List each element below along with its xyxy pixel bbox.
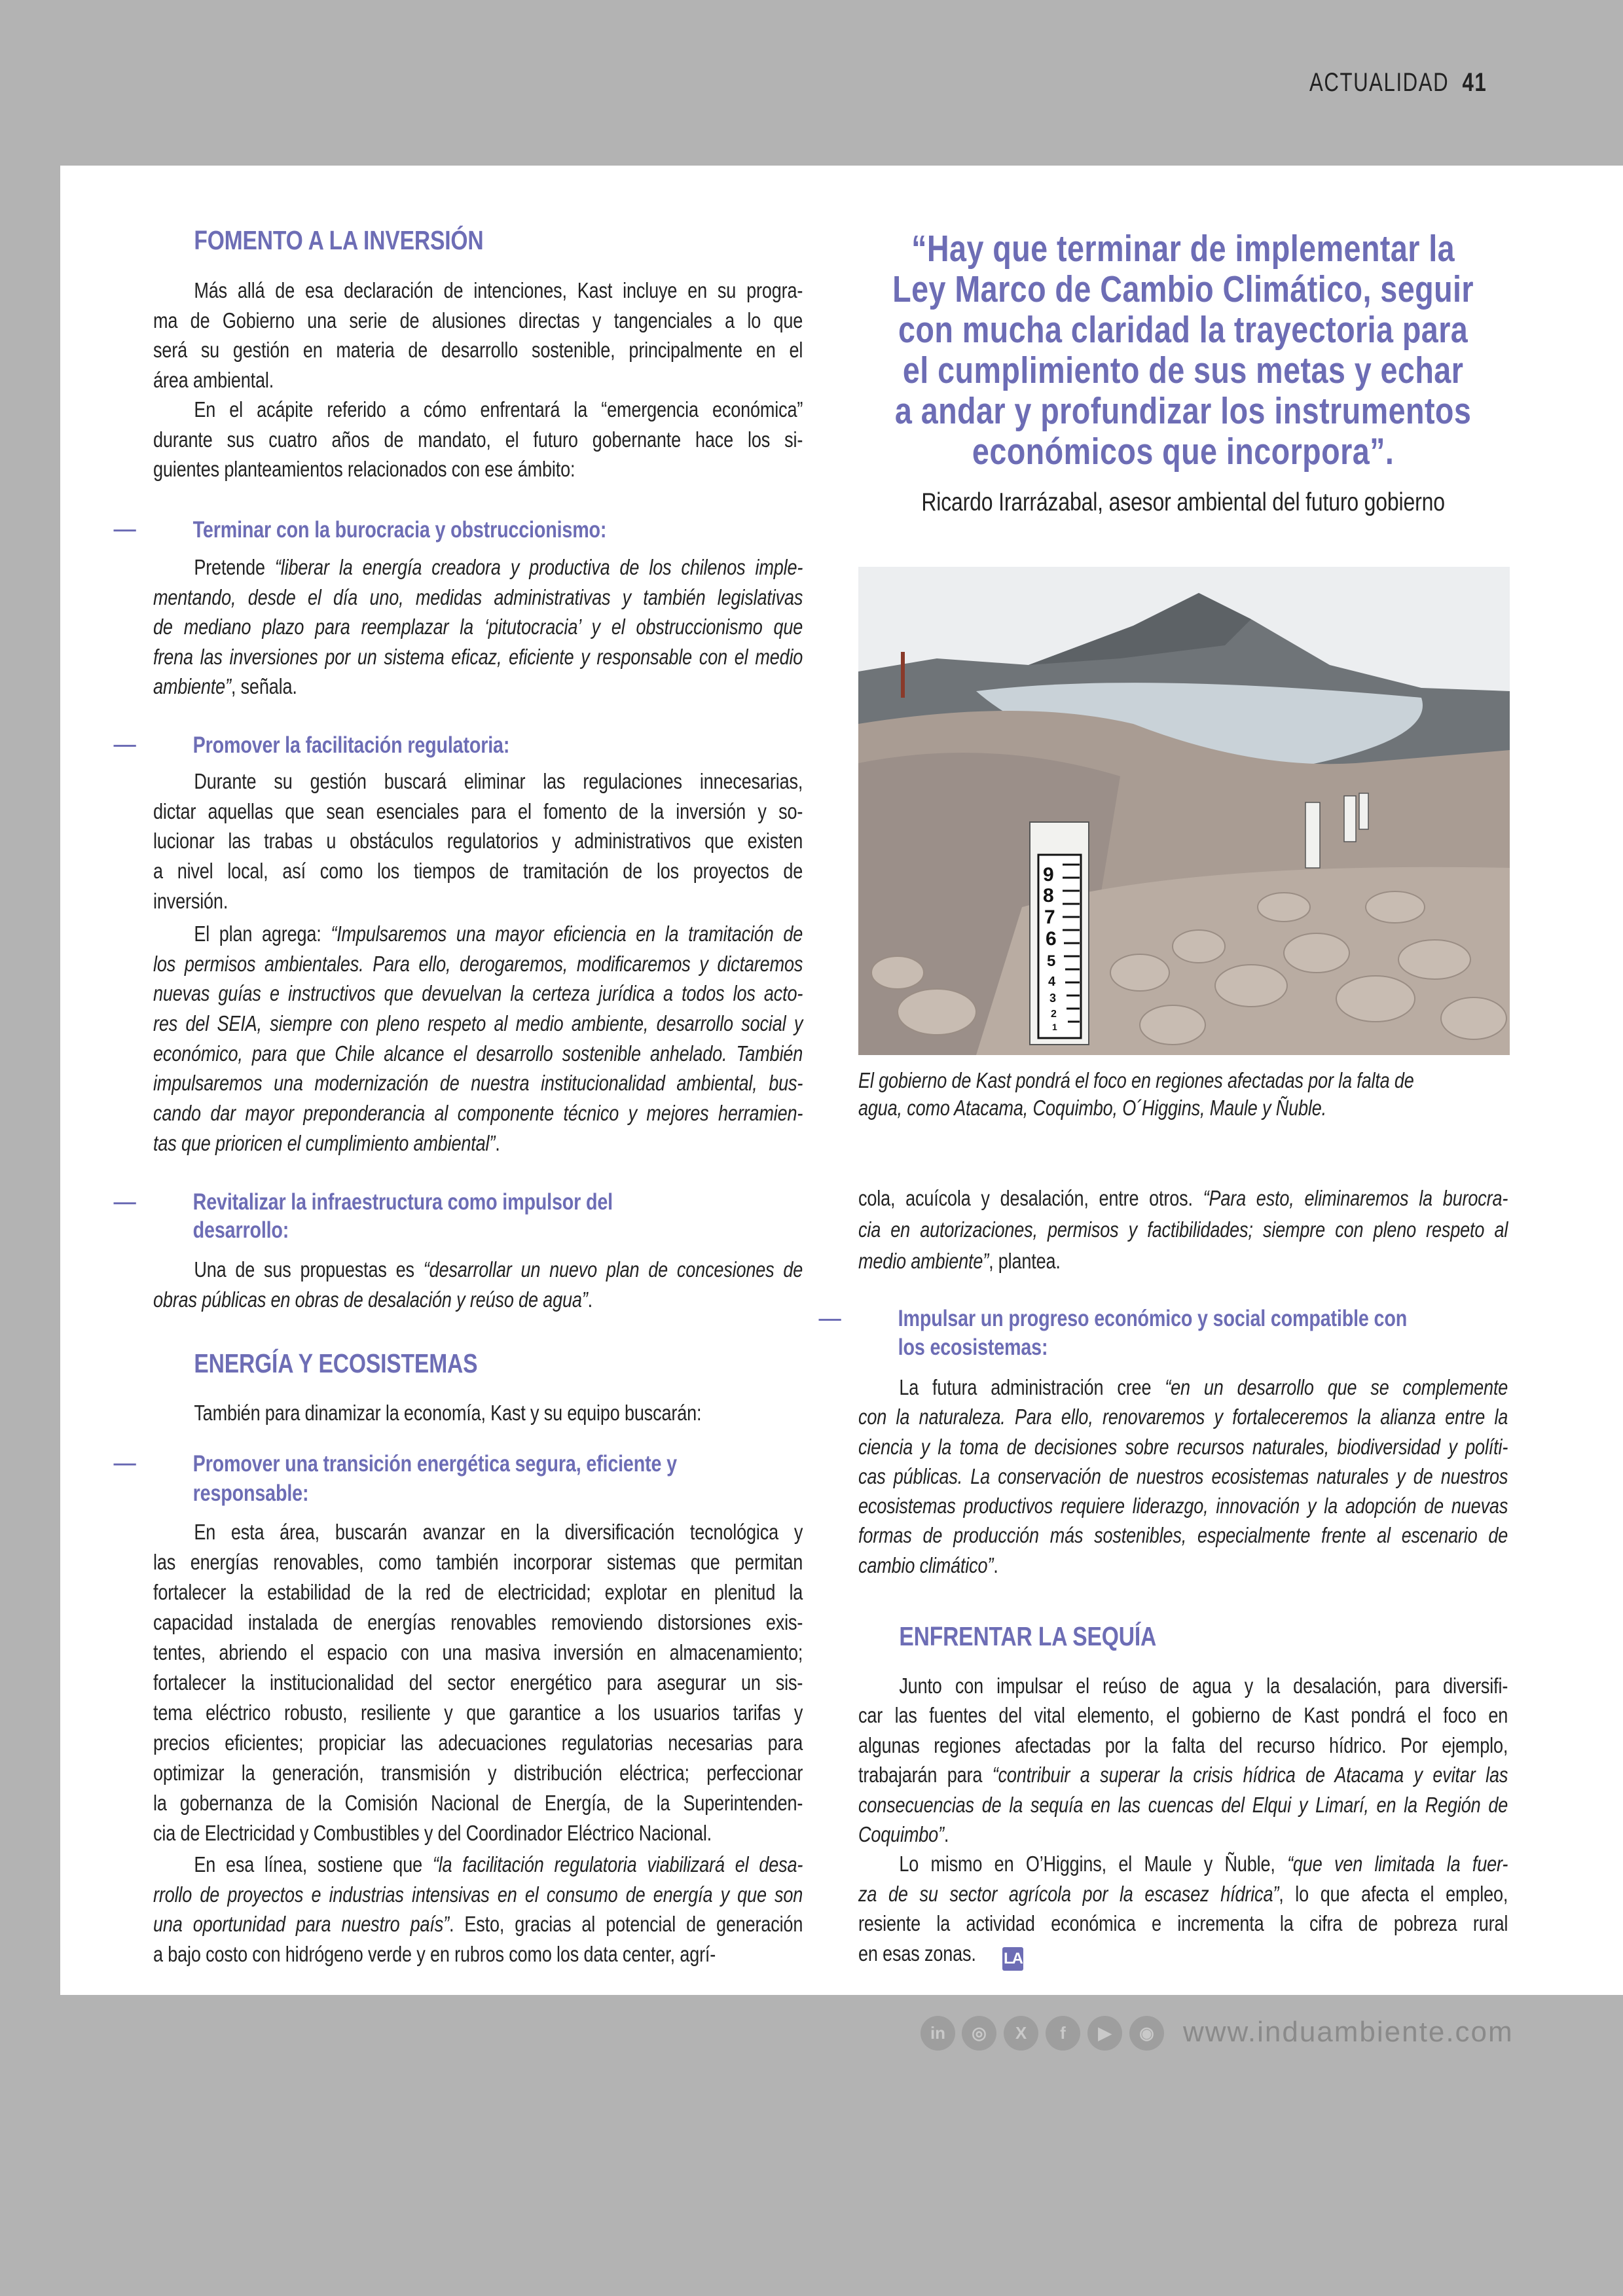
text-run: agua, como Atacama, Coquimbo, O´Higgins, Maule y Ñuble.	[858, 1096, 1326, 1120]
paragraph-line	[153, 1638, 803, 1668]
text-run: área ambiental.	[153, 367, 274, 392]
text-run: con mucha claridad la trayectoria para	[898, 309, 1468, 351]
paragraph-line	[153, 797, 803, 827]
paragraph-line	[153, 766, 803, 797]
paragraph	[858, 1372, 1508, 1580]
paragraph-line	[153, 306, 803, 336]
paragraph-line	[153, 552, 803, 583]
paragraph-line	[858, 1520, 1508, 1550]
text-run: . Esto, gracias al potencial de generación	[448, 1912, 803, 1936]
text-run: ENFRENTAR LA SEQUÍA	[899, 1621, 1157, 1651]
text-run: En esta área, buscarán avanzar en la diversificación tecnológica y	[194, 1520, 803, 1544]
text-run: lucionar las trabas u obstáculos regulatorios y administrativos que existen	[153, 829, 803, 853]
paragraph	[153, 766, 803, 916]
text-run: cia de Electricidad y Combustibles y del Coordinador Eléctrico Nacional.	[153, 1821, 712, 1845]
section-heading-energia	[153, 1348, 844, 1378]
photo-caption	[858, 1067, 1508, 1122]
text-run: desarrollo:	[192, 1217, 289, 1243]
paragraph-line	[153, 1818, 803, 1848]
paragraph	[153, 919, 803, 1158]
text-run: Junto con impulsar el reúso de agua y la desalación, para diversifi-	[899, 1674, 1508, 1698]
text-run: las energías renovables, como también incorporar sistemas que permitan	[153, 1550, 803, 1574]
quoted-text: formas de producción más sostenibles, especialmente frente al escenario de	[858, 1523, 1508, 1548]
paragraph-line	[858, 1820, 1508, 1849]
quoted-text: de mediano plazo para reemplazar la ‘pitutocracia’ y el obstruccionismo que	[153, 615, 803, 639]
svg-text:9: 9	[1043, 864, 1054, 886]
paragraph	[153, 276, 803, 395]
text-run: dictar aquellas que sean esenciales para el fomento de la inversión y so-	[153, 798, 803, 823]
pull-quote	[858, 228, 1508, 472]
heading-line	[899, 1621, 1548, 1651]
paragraph-line	[858, 1731, 1508, 1760]
quoted-text: los permisos ambientales. Para ello, derogaremos, modificaremos y dictaremos	[153, 951, 803, 976]
text-run: la gobernanza de la Comisión Nacional de Energía, de la Superintenden-	[153, 1791, 803, 1815]
paragraph-line	[858, 1372, 1508, 1402]
subhead-line	[898, 1304, 1508, 1333]
text-run: trabajarán para	[858, 1763, 993, 1787]
text-run: responsable:	[192, 1480, 309, 1506]
paragraph	[153, 395, 803, 484]
quoted-text: económico, para que Chile alcance el desarrollo sostenible anhelado. También	[153, 1041, 803, 1066]
quoted-text: medio ambiente”	[858, 1249, 989, 1273]
paragraph-line	[153, 335, 803, 365]
paragraph-line	[153, 642, 803, 672]
quoted-text: “Para esto, eliminaremos la burocra-	[1203, 1186, 1508, 1210]
paragraph-line	[858, 1183, 1508, 1214]
paragraph-line	[858, 1849, 1508, 1879]
svg-text:3: 3	[1049, 992, 1057, 1005]
quoted-text: cando dar mayor preponderancia al componente técnico y mejores herramien-	[153, 1101, 803, 1126]
paragraph-line	[153, 826, 803, 856]
paragraph-line	[858, 1491, 1508, 1520]
caption-line	[858, 1094, 1508, 1122]
subhead-line	[193, 1216, 803, 1244]
subheading-transicion	[153, 1449, 803, 1508]
paragraph-line	[153, 1285, 803, 1315]
quote-line	[858, 310, 1508, 350]
quoted-text: “desarrollar un nuevo plan de concesiones de	[423, 1257, 803, 1282]
quoted-text: impulsaremos una modernización de nuestra institucionalidad ambiental, bus-	[153, 1071, 803, 1096]
text-run: resiente la actividad económica e incrementa la cifra de pobreza rural	[858, 1911, 1508, 1935]
paragraph	[858, 1849, 1508, 1968]
paragraph-line	[858, 1432, 1508, 1462]
paragraph-line	[153, 1880, 803, 1910]
subhead-line	[193, 515, 803, 545]
svg-text:5: 5	[1047, 952, 1056, 970]
text-run: será su gestión en materia de desarrollo sostenible, principalmente en el	[153, 338, 803, 362]
svg-text:1: 1	[1052, 1022, 1057, 1032]
text-run: a andar y profundizar los instrumentos	[894, 390, 1472, 432]
text-run: “Hay que terminar de implementar la	[911, 228, 1455, 270]
text-run: guientes planteamientos relacionados con ese ámbito:	[153, 457, 575, 481]
svg-text:8: 8	[1043, 885, 1054, 906]
subheading-infraestructura	[153, 1188, 803, 1244]
text-run: Terminar con la burocracia y obstruccionismo:	[192, 517, 607, 543]
paragraph-line	[153, 454, 803, 484]
text-run: , lo que afecta el empleo,	[1279, 1881, 1508, 1906]
text-run: ma de Gobierno una serie de alusiones directas y tangenciales a lo que	[153, 308, 803, 332]
text-run: .	[943, 1821, 949, 1846]
quoted-text: ecosistemas productivos requiere liderazgo, innovación y la adopción de nuevas	[858, 1494, 1508, 1518]
paragraph-line	[153, 1788, 803, 1818]
reservoir-photo	[858, 567, 1510, 1055]
subhead-line	[193, 730, 803, 761]
quoted-text: una oportunidad para nuestro país”	[153, 1912, 449, 1936]
text-run: .	[993, 1552, 998, 1577]
subhead-line	[898, 1333, 1508, 1362]
quote-line	[858, 350, 1508, 391]
paragraph-line	[153, 1068, 803, 1098]
quote-attribution	[858, 488, 1508, 518]
paragraph-line	[858, 1462, 1508, 1491]
text-run: fortalecer la estabilidad de la red de electricidad; explotar en plenitud la	[153, 1580, 803, 1604]
subheading-facilitacion	[153, 730, 803, 761]
facebook-icon[interactable]: f	[1046, 2016, 1080, 2051]
paragraph-line	[153, 612, 803, 642]
svg-text:2: 2	[1051, 1009, 1057, 1020]
paragraph-line	[153, 395, 803, 425]
quoted-text: obras públicas en obras de desalación y reúso de agua”	[153, 1287, 588, 1312]
heading-line	[194, 1348, 843, 1378]
text-run: También para dinamizar la economía, Kast y su equipo buscarán:	[194, 1401, 702, 1425]
paragraph-line	[153, 1517, 803, 1547]
text-run: Ricardo Irarrázabal, asesor ambiental del futuro gobierno	[921, 488, 1445, 516]
paragraph-line	[153, 1607, 803, 1638]
quoted-text: con la naturaleza. Para ello, renovaremos y fortaleceremos la alianza entre la	[858, 1405, 1508, 1429]
text-run: FOMENTO A LA INVERSIÓN	[194, 225, 484, 255]
quoted-text: “contribuir a superar la crisis hídrica de Atacama y evitar las	[992, 1763, 1508, 1787]
induambiente-end-logo: LA	[1002, 1947, 1023, 1971]
text-run: .	[587, 1287, 593, 1312]
text-run: inversión.	[153, 888, 228, 913]
paragraph-line	[858, 1214, 1508, 1246]
text-run: los ecosistemas:	[898, 1335, 1048, 1360]
paragraph	[153, 1398, 803, 1428]
quoted-text: mentando, desde el día uno, medidas administrativas y también legislativas	[153, 584, 803, 609]
paragraph-line	[153, 1547, 803, 1577]
text-run: tentes, abriendo el espacio con una masiva inversión en almacenamiento;	[153, 1640, 803, 1664]
paragraph	[858, 1183, 1508, 1277]
paragraph-line	[858, 1700, 1508, 1730]
caption-line	[858, 1067, 1508, 1094]
quoted-text: Coquimbo”	[858, 1821, 944, 1846]
quote-line	[858, 269, 1508, 310]
text-run: Durante su gestión buscará eliminar las regulaciones innecesarias,	[194, 769, 803, 793]
paragraph-line	[153, 886, 803, 916]
paragraph	[858, 1671, 1508, 1849]
quoted-text: ambiente”	[153, 674, 231, 698]
text-run: En esa línea, sostiene que	[194, 1852, 433, 1876]
paragraph-line	[153, 1398, 803, 1428]
quoted-text: “en un desarrollo que se complemente	[1165, 1375, 1508, 1399]
quoted-text: consecuencias de la sequía en las cuencas del Elqui y Limarí, en la Región de	[858, 1792, 1508, 1817]
attribution-line	[858, 488, 1508, 518]
text-run: fortalecer la institucionalidad del sector energético para asegurar un sis-	[153, 1670, 803, 1695]
subheading-ecosistemas	[858, 1304, 1508, 1362]
section-heading-fomento	[153, 225, 844, 255]
paragraph-line	[153, 919, 803, 949]
threads-icon[interactable]: ◉	[1129, 2016, 1164, 2051]
paragraph-line	[153, 583, 803, 613]
em-dash-bullet	[113, 745, 136, 747]
youtube-icon[interactable]: ▶	[1087, 2016, 1122, 2051]
text-run: optimizar la generación, transmisión y distribución eléctrica; perfeccionar	[153, 1761, 803, 1785]
subhead-line	[193, 1479, 803, 1508]
text-run: Impulsar un progreso económico y social compatible con	[898, 1306, 1408, 1331]
quote-line	[858, 228, 1508, 269]
em-dash-bullet	[113, 1202, 136, 1204]
website-link[interactable]: www.induambiente.com	[1183, 2016, 1514, 2048]
svg-text:4: 4	[1048, 975, 1056, 989]
quoted-text: “liberar la energía creadora y productiva de los chilenos imple-	[274, 555, 803, 579]
text-run: económicos que incorpora”.	[972, 431, 1395, 473]
heading-line	[194, 225, 843, 255]
quote-line	[858, 391, 1508, 431]
quoted-text: cia en autorizaciones, permisos y factibilidades; siempre con pleno respeto al	[858, 1217, 1508, 1242]
em-dash-bullet	[113, 1463, 136, 1465]
paragraph-line	[858, 1909, 1508, 1939]
paragraph-line	[153, 1668, 803, 1698]
paragraph-line	[153, 856, 803, 886]
paragraph-line	[153, 949, 803, 979]
paragraph-line	[153, 1577, 803, 1607]
paragraph-line	[153, 1728, 803, 1758]
text-run: Promover la facilitación regulatoria:	[192, 732, 510, 758]
text-run: La futura administración cree	[899, 1375, 1165, 1399]
quoted-text: za de su sector agrícola por la escasez hídrica”	[858, 1881, 1279, 1906]
paragraph-line	[858, 1939, 1508, 1969]
paragraph	[153, 552, 803, 702]
quoted-text: cas públicas. La conservación de nuestros ecosistemas naturales y de nuestros	[858, 1463, 1508, 1488]
em-dash-bullet	[113, 529, 136, 531]
paragraph-line	[858, 1760, 1508, 1789]
text-run: durante sus cuatro años de mandato, el futuro gobernante hace los si-	[153, 427, 803, 452]
quoted-text: “que ven limitada la fuer-	[1287, 1852, 1508, 1876]
text-run: Más allá de esa declaración de intenciones, Kast incluye en su progra-	[194, 278, 803, 302]
text-run: .	[495, 1130, 500, 1155]
text-run: Una de sus propuestas es	[194, 1257, 424, 1282]
paragraph-line	[858, 1402, 1508, 1431]
quoted-text: nuevas guías e instructivos que devuelvan la certeza jurídica a todos los acto-	[153, 981, 803, 1006]
running-header	[1309, 68, 1487, 98]
text-run: , señala.	[230, 674, 297, 698]
text-run: El plan agrega:	[194, 922, 331, 946]
text-run: precios eficientes; propiciar las adecuaciones regulatorias necesarias para	[153, 1731, 803, 1755]
subheading-burocracia	[153, 515, 803, 545]
paragraph-line	[153, 365, 803, 395]
text-run: cola, acuícola y desalación, entre otros.	[858, 1186, 1203, 1210]
text-run: a nivel local, así como los tiempos de tramitación de los proyectos de	[153, 859, 803, 884]
linkedin-icon[interactable]: in	[921, 2016, 955, 2051]
paragraph-line	[153, 1758, 803, 1788]
paragraph-line	[858, 1790, 1508, 1820]
paragraph-line	[153, 1098, 803, 1128]
paragraph-line	[153, 978, 803, 1009]
em-dash-bullet	[818, 1319, 841, 1321]
paragraph-line	[153, 672, 803, 702]
quoted-text: “Impulsaremos una mayor eficiencia en la tramitación de	[331, 922, 803, 946]
paragraph-line	[153, 1039, 803, 1069]
paragraph-line	[858, 1246, 1508, 1277]
section-heading-sequia	[858, 1621, 1549, 1651]
text-run: tema eléctrico robusto, resiliente y que garantice a los usuarios tarifas y	[153, 1700, 803, 1725]
paragraph-line	[153, 1698, 803, 1728]
text-run: Pretende	[194, 555, 275, 579]
page-number: 41	[1462, 68, 1487, 97]
text-run: ENERGÍA Y ECOSISTEMAS	[194, 1348, 478, 1378]
quoted-text: “la facilitación regulatoria viabilizará el desa-	[432, 1852, 803, 1876]
text-run: , plantea.	[989, 1249, 1061, 1273]
paragraph-line	[153, 1128, 803, 1158]
text-run: En el acápite referido a cómo enfrentará la “emergencia económica”	[194, 397, 803, 422]
paragraph-line	[153, 425, 803, 455]
paragraph-line	[153, 1255, 803, 1285]
text-run: algunas regiones afectadas por la falta del recurso hídrico. Por ejemplo,	[858, 1732, 1508, 1757]
text-run: en esas zonas.	[858, 1941, 976, 1965]
quoted-text: tas que prioricen el cumplimiento ambiental”	[153, 1130, 496, 1155]
paragraph-line	[153, 276, 803, 306]
paragraph-line	[153, 1909, 803, 1939]
quoted-text: ciencia y la toma de decisiones sobre recursos naturales, biodiversidad y políti-	[858, 1434, 1508, 1459]
paragraph-line	[153, 1939, 803, 1969]
text-run: capacidad instalada de energías renovables removiendo distorsiones exis-	[153, 1610, 803, 1634]
paragraph-line	[153, 1850, 803, 1880]
paragraph-line	[858, 1879, 1508, 1909]
text-run: Lo mismo en O’Higgins, el Maule y Ñuble,	[899, 1852, 1288, 1876]
paragraph-line	[858, 1671, 1508, 1700]
quoted-text: frena las inversiones por un sistema eficaz, eficiente y responsable con el medio	[153, 644, 803, 669]
text-run: car las fuentes del vital elemento, el gobierno de Kast pondrá el foco en	[858, 1703, 1508, 1728]
text-run: Ley Marco de Cambio Climático, seguir	[892, 268, 1474, 310]
quoted-text: res del SEIA, siempre con pleno respeto al medio ambiente, desarrollo social y	[153, 1011, 803, 1036]
text-run: el cumplimiento de sus metas y echar	[902, 350, 1464, 391]
subhead-line	[193, 1449, 803, 1479]
x-icon[interactable]: X	[1004, 2016, 1038, 2051]
quoted-text: rrollo de proyectos e industrias intensivas en el consumo de energía y que son	[153, 1882, 803, 1907]
quote-line	[858, 431, 1508, 472]
text-run: Revitalizar la infraestructura como impulsor del	[192, 1189, 613, 1215]
text-run: Promover una transición energética segura, eficiente y	[192, 1451, 677, 1477]
paragraph	[153, 1255, 803, 1315]
quoted-text: cambio climático”	[858, 1552, 994, 1577]
subhead-line	[193, 1188, 803, 1216]
text-run: El gobierno de Kast pondrá el foco en regiones afectadas por la falta de	[858, 1068, 1414, 1092]
svg-text:7: 7	[1044, 906, 1055, 928]
paragraph-line	[858, 1551, 1508, 1580]
paragraph	[153, 1517, 803, 1848]
text-run: a bajo costo con hidrógeno verde y en rubros como los data center, agrí-	[153, 1941, 716, 1966]
instagram-icon[interactable]: ◎	[962, 2016, 996, 2051]
svg-text:6: 6	[1046, 928, 1057, 950]
section-name: ACTUALIDAD	[1309, 68, 1450, 97]
paragraph	[153, 1850, 803, 1969]
paragraph-line	[153, 1009, 803, 1039]
